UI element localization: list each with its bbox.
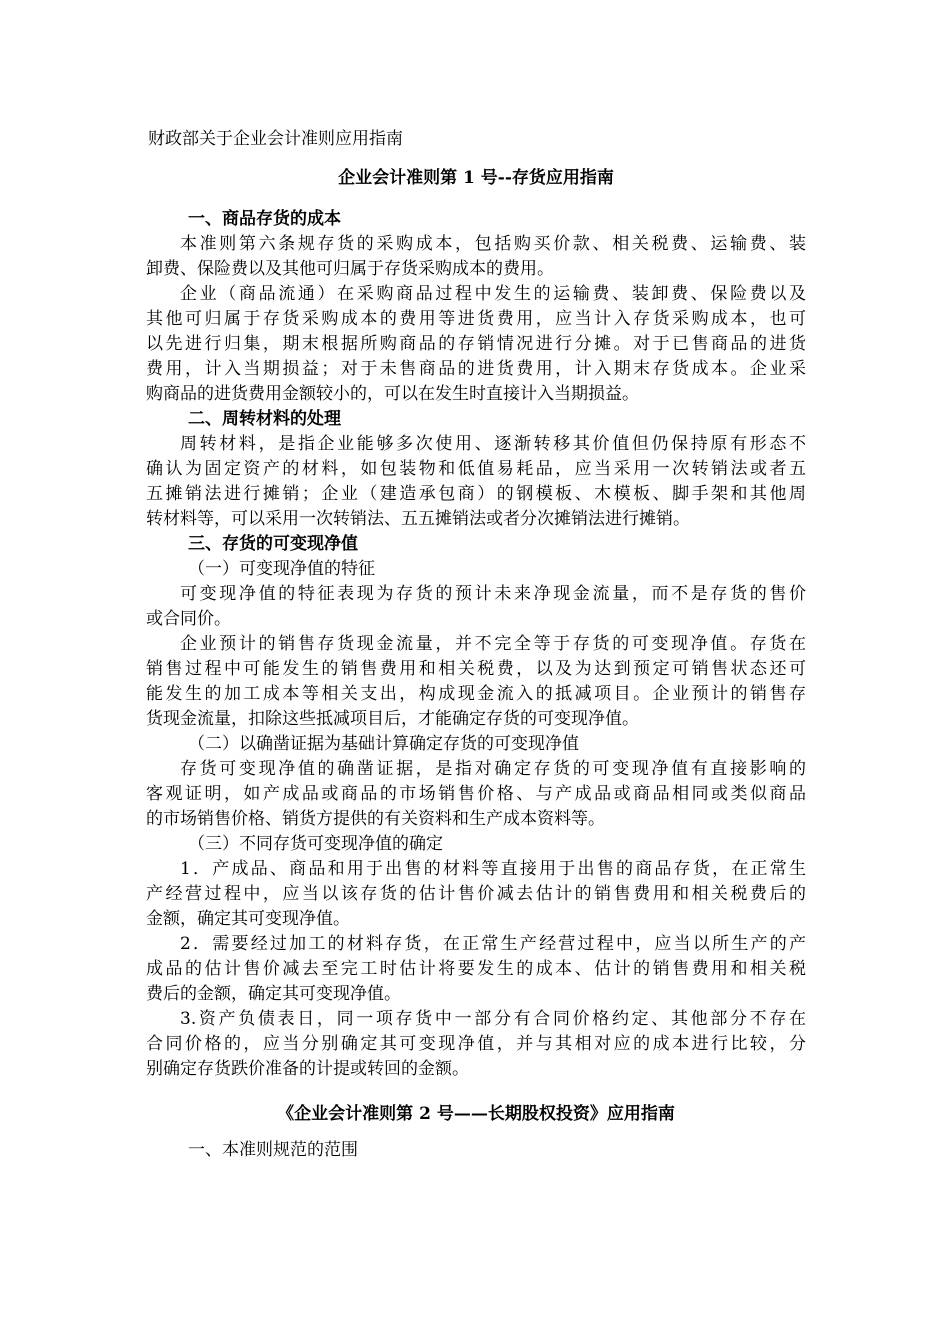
paragraph-line: 其他可归属于存货采购成本的费用等进货费用，应当计入存货采购成本，也可 (146, 309, 806, 329)
document-header: 财政部关于企业会计准则应用指南 (148, 129, 403, 149)
paragraph-line: 卸费、保险费以及其他可归属于存货采购成本的费用。 (146, 259, 554, 279)
section-title-2: 《企业会计准则第 2 号——长期股权投资》应用指南 (277, 1104, 675, 1124)
paragraph-line: 转材料等，可以采用一次转销法、五五摊销法或者分次摊销法进行摊销。 (146, 509, 690, 529)
heading-2: 二、周转材料的处理 (188, 409, 341, 429)
paragraph-line: 企业预计的销售存货现金流量，并不完全等于存货的可变现净值。存货在 (180, 634, 806, 654)
heading-4: 一、本准则规范的范围 (188, 1140, 358, 1160)
paragraph-line: 货现金流量，扣除这些抵减项目后，才能确定存货的可变现净值。 (146, 709, 639, 729)
subheading: （一）可变现净值的特征 (188, 559, 375, 579)
list-item-line: 2．需要经过加工的材料存货，在正常生产经营过程中，应当以所生产的产 (180, 934, 806, 954)
document-body (146, 124, 806, 1163)
list-item-line: 产经营过程中，应当以该存货的估计售价减去估计的销售费用和相关税费后的 (146, 884, 806, 904)
list-item-line: 成品的估计售价减去至完工时估计将要发生的成本、估计的销售费用和相关税 (146, 959, 806, 979)
paragraph-line: 本准则第六条规存货的采购成本，包括购买价款、相关税费、运输费、装 (180, 234, 806, 254)
heading-3: 三、存货的可变现净值 (188, 534, 358, 554)
paragraph-line: 或合同价。 (146, 609, 231, 629)
section-title-1: 企业会计准则第 1 号--存货应用指南 (338, 168, 614, 188)
paragraph-line: 客观证明，如产成品或商品的市场销售价格、与产成品或商品相同或类似商品 (146, 784, 806, 804)
paragraph-line: 费用，计入当期损益；对于未售商品的进货费用，计入期末存货成本。企业采 (146, 359, 806, 379)
paragraph-line: 购商品的进货费用金额较小的，可以在发生时直接计入当期损益。 (146, 384, 639, 404)
list-item-line: 费后的金额，确定其可变现净值。 (146, 984, 401, 1004)
paragraph-line: 周转材料，是指企业能够多次使用、逐渐转移其价值但仍保持原有形态不 (180, 434, 806, 454)
paragraph-line: 能发生的加工成本等相关支出，构成现金流入的抵减项目。企业预计的销售存 (146, 684, 806, 704)
paragraph-line: 确认为固定资产的材料，如包装物和低值易耗品，应当采用一次转销法或者五 (146, 459, 806, 479)
heading-1: 一、商品存货的成本 (188, 209, 341, 229)
subheading: （三）不同存货可变现净值的确定 (188, 834, 443, 854)
list-item-line: 3.资产负债表日，同一项存货中一部分有合同价格约定、其他部分不存在 (180, 1009, 806, 1029)
list-item-line: 合同价格的，应当分别确定其可变现净值，并与其相对应的成本进行比较，分 (146, 1034, 806, 1054)
paragraph-line: 存货可变现净值的确凿证据，是指对确定存货的可变现净值有直接影响的 (180, 759, 806, 779)
list-item-line: 金额，确定其可变现净值。 (146, 909, 350, 929)
paragraph-line: 销售过程中可能发生的销售费用和相关税费，以及为达到预定可销售状态还可 (146, 659, 806, 679)
paragraph-line: 五摊销法进行摊销；企业（建造承包商）的钢模板、木模板、脚手架和其他周 (146, 484, 806, 504)
subheading: （二）以确凿证据为基础计算确定存货的可变现净值 (188, 734, 579, 754)
list-item-line: 1．产成品、商品和用于出售的材料等直接用于出售的商品存货，在正常生 (180, 859, 806, 879)
list-item-line: 别确定存货跌价准备的计提或转回的金额。 (146, 1059, 469, 1079)
paragraph-line: 的市场销售价格、销货方提供的有关资料和生产成本资料等。 (146, 809, 605, 829)
paragraph-line: 以先进行归集，期末根据所购商品的存销情况进行分摊。对于已售商品的进货 (146, 334, 806, 354)
paragraph-line: 可变现净值的特征表现为存货的预计未来净现金流量，而不是存货的售价 (180, 584, 806, 604)
paragraph-line: 企业（商品流通）在采购商品过程中发生的运输费、装卸费、保险费以及 (180, 284, 806, 304)
